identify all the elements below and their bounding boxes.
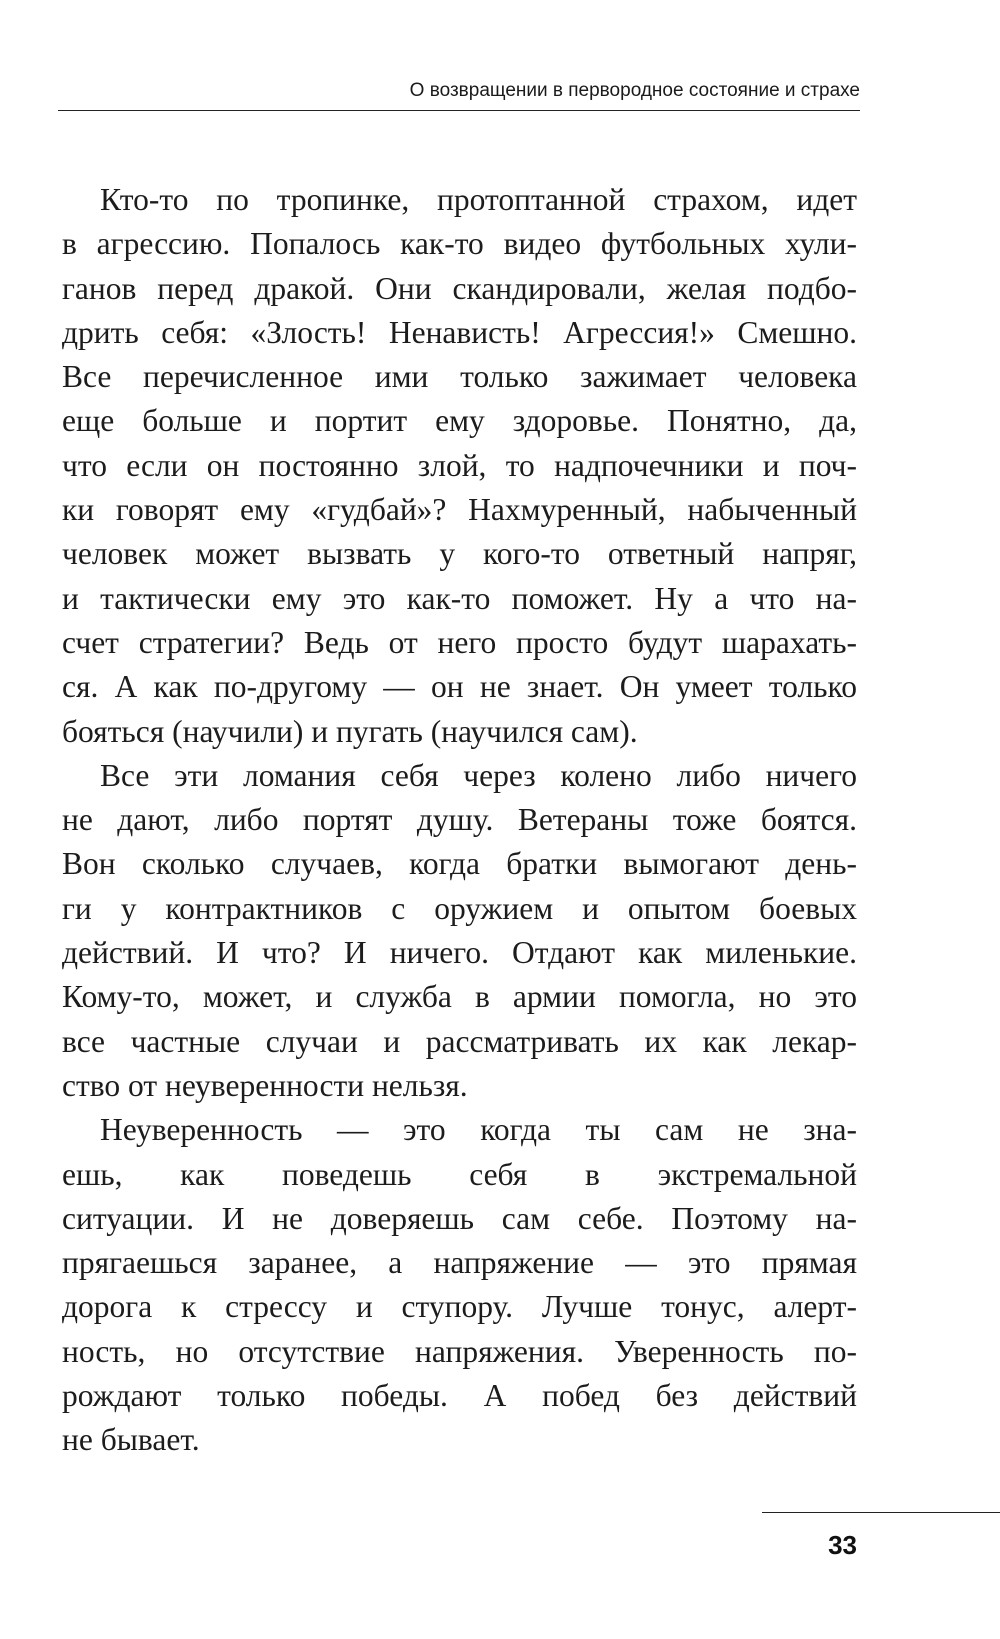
- body-text: [62, 178, 857, 1463]
- text-line: все частные случаи и рассматривать их как лекар-: [62, 1023, 857, 1059]
- text-line: дорога к стрессу и ступору. Лучше тонус, алерт-: [62, 1289, 857, 1325]
- text-line: ность, но отсутствие напряжения. Уверенность по-: [62, 1333, 857, 1369]
- text-line: Кому-то, может, и служба в армии помогла, но это: [62, 979, 857, 1015]
- text-line: ство от неуверенности нельзя.: [62, 1067, 468, 1103]
- text-line: ситуации. И не доверяешь сам себе. Поэтому на-: [62, 1200, 857, 1236]
- running-title: О возвращении в первородное состояние и страхе: [409, 80, 860, 101]
- text-line: что если он постоянно злой, то надпочечники и поч-: [62, 447, 857, 483]
- text-line: не дают, либо портят душу. Ветераны тоже боятся.: [62, 802, 857, 838]
- text-line: в агрессию. Попалось как-то видео футбольных хули-: [62, 226, 857, 262]
- text-line: еще больше и портит ему здоровье. Понятно, да,: [62, 403, 857, 439]
- text-line: Вон сколько случаев, когда братки вымогают день-: [62, 846, 857, 882]
- text-line: ги у контрактников с оружием и опытом боевых: [62, 890, 857, 926]
- paragraph-1: [62, 178, 857, 754]
- text-line: Кто-то по тропинке, протоптанной страхом, идет: [100, 182, 857, 217]
- text-line: счет стратегии? Ведь от него просто будут шарахать-: [62, 624, 857, 660]
- text-line: не бывает.: [62, 1422, 200, 1458]
- header-rule: [58, 110, 860, 111]
- text-line: ся. А как по-другому — он не знает. Он умеет только: [62, 669, 857, 705]
- text-line: действий. И что? И ничего. Отдают как миленькие.: [62, 935, 857, 971]
- text-line: Неуверенность — это когда ты сам не зна-: [100, 1112, 857, 1148]
- text-line: ки говорят ему «гудбай»? Нахмуренный, набыченный: [62, 492, 857, 528]
- text-line: ешь, как поведешь себя в экстремальной: [62, 1156, 857, 1192]
- text-line: дрить себя: «Злость! Ненависть! Агрессия!» Смешно.: [62, 314, 857, 350]
- text-line: рождают только победы. А побед без действий: [62, 1378, 857, 1414]
- text-line: Все эти ломания себя через колено либо ничего: [100, 757, 857, 793]
- text-line: и тактически ему это как-то поможет. Ну а что на-: [62, 580, 857, 616]
- paragraph-3: [62, 1108, 857, 1462]
- page-number: 33: [828, 1530, 857, 1560]
- text-line: ганов перед дракой. Они скандировали, желая подбо-: [62, 270, 857, 306]
- text-line: бояться (научили) и пугать (научился сам).: [62, 713, 638, 749]
- paragraph-2: [62, 754, 857, 1108]
- text-line: прягаешься заранее, а напряжение — это прямая: [62, 1245, 857, 1281]
- footer-rule: [762, 1512, 1000, 1513]
- text-line: человек может вызвать у кого-то ответный напряг,: [62, 536, 857, 572]
- text-line: Все перечисленное ими только зажимает человека: [62, 359, 857, 395]
